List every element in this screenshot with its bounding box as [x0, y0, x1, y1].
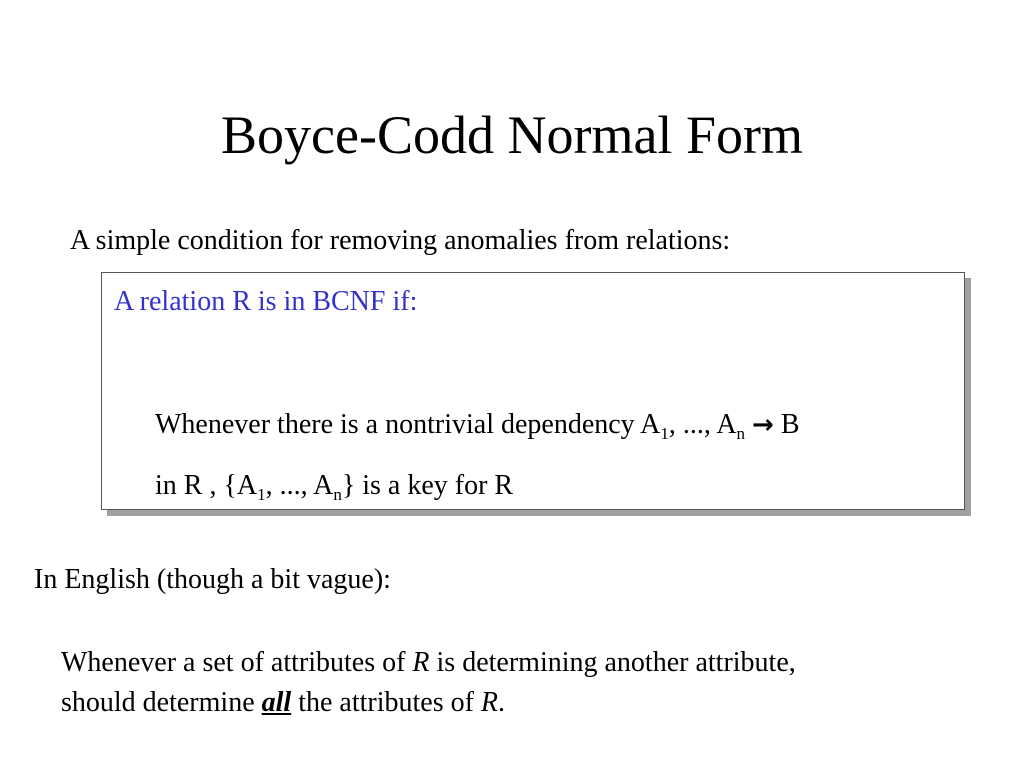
- rule-sub-1: 1: [660, 424, 669, 443]
- key-text-b: , ..., A: [265, 470, 334, 501]
- english-explanation: [61, 643, 796, 723]
- key-sub-n: n: [333, 485, 342, 504]
- english-line-2: [61, 683, 796, 723]
- rule-sub-n: n: [736, 424, 746, 443]
- key-text-c: } is a key for R: [341, 470, 514, 501]
- rule-text-a: Whenever there is a nontrivial dependency A: [155, 409, 661, 440]
- rule-text-b: , ..., A: [668, 409, 737, 440]
- english-line1-a: Whenever a set of attributes of: [61, 647, 413, 678]
- english-line2-b: the attributes of: [291, 687, 481, 718]
- english-line2-a: should determine: [61, 687, 262, 718]
- dependency-rule-line: [155, 407, 800, 443]
- slide-title: Boyce-Codd Normal Form: [221, 105, 803, 165]
- key-rule-line: [155, 468, 513, 504]
- intro-text: A simple condition for removing anomalies from relations:: [70, 225, 731, 256]
- definition-heading: A relation R is in BCNF if:: [114, 286, 418, 317]
- right-arrow-icon: →: [752, 410, 774, 440]
- english-line2-c: .: [498, 687, 506, 718]
- english-line1-b: is determining another attribute,: [429, 647, 796, 678]
- key-sub-1: 1: [257, 485, 266, 504]
- english-line1-r: R: [412, 647, 430, 678]
- english-heading: In English (though a bit vague):: [34, 564, 391, 595]
- english-emphasis-all: all: [261, 687, 292, 718]
- english-line-1: [61, 643, 796, 683]
- bcnf-definition-box: [101, 272, 965, 510]
- english-line2-r: R: [480, 687, 499, 718]
- key-text-a: in R , {A: [155, 470, 258, 501]
- rule-text-c: B: [780, 409, 800, 440]
